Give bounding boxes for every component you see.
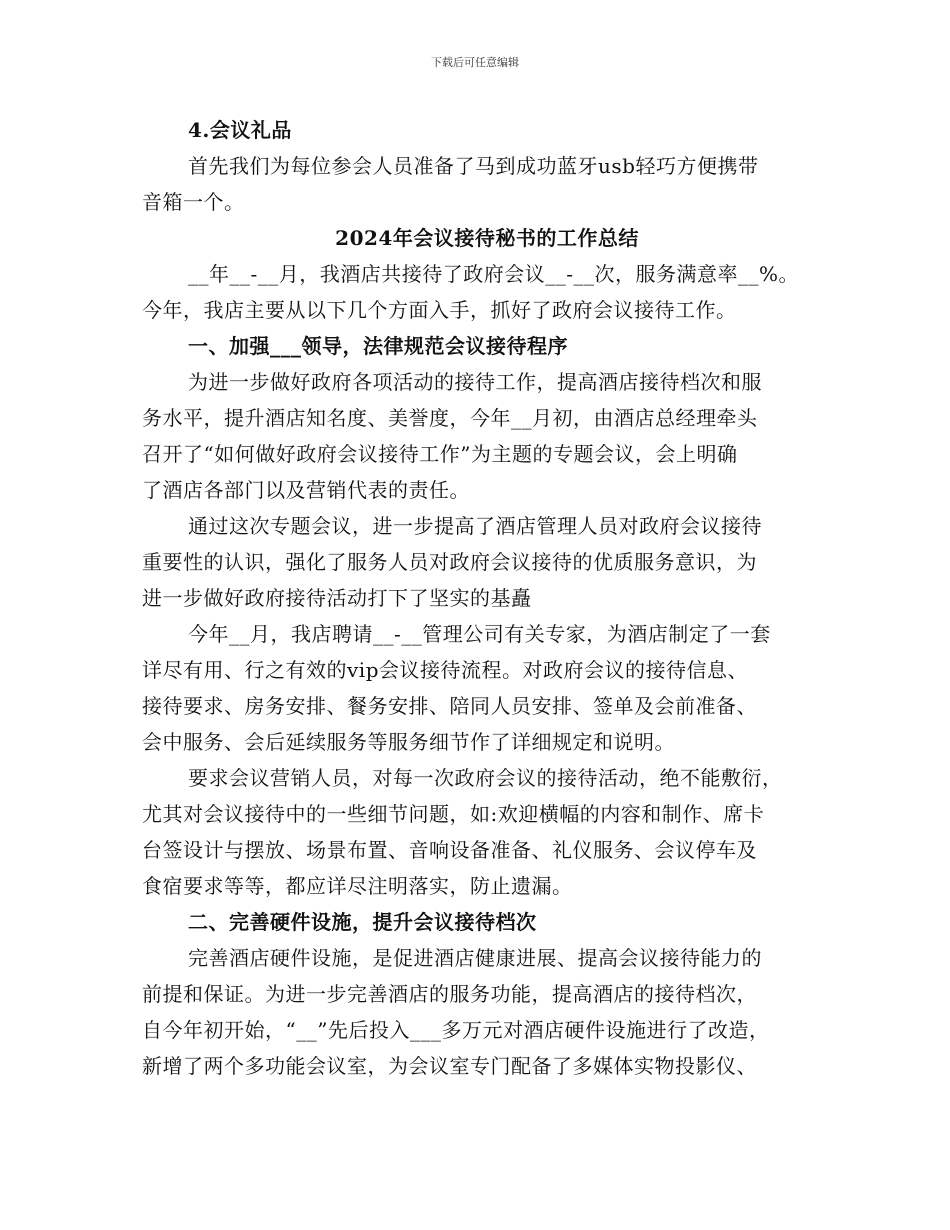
text-line: 音箱一个。 — [142, 190, 245, 214]
text-line: 召开了“如何做好政府会议接待工作”为主题的专题会议，会上明确 — [142, 442, 738, 466]
text-line: 会中服务、会后延续服务等服务细节作了详细规定和说明。 — [142, 730, 675, 754]
text-line: 台签设计与摆放、场景布置、音响设备准备、礼仪服务、会议停车及 — [142, 838, 757, 862]
text-line: 新增了两个多功能会议室，为会议室专门配备了多媒体实物投影仪、 — [142, 1054, 757, 1078]
text-line: 通过这次专题会议，进一步提高了酒店管理人员对政府会议接待 — [188, 514, 762, 538]
text-line: 了酒店各部门以及营销代表的责任。 — [142, 478, 470, 502]
text-line: 完善酒店硬件设施，是促进酒店健康进展、提高会议接待能力的 — [188, 946, 762, 970]
text-line: 今年__月，我店聘请__-__管理公司有关专家，为酒店制定了一套 — [188, 622, 771, 646]
text-line: 首先我们为每位参会人员准备了马到成功蓝牙usb轻巧方便携带 — [188, 154, 759, 178]
text-line: 要求会议营销人员，对每一次政府会议的接待活动，绝不能敷衍， — [188, 766, 783, 790]
heading-line: 一、加强___领导，法律规范会议接待程序 — [188, 334, 568, 358]
heading-line: 2024年会议接待秘书的工作总结 — [335, 226, 639, 250]
text-line: 前提和保证。为进一步完善酒店的服务功能，提高酒店的接待档次， — [142, 982, 757, 1006]
heading-line: 二、完善硬件设施，提升会议接待档次 — [188, 910, 537, 934]
page-header: 下载后可任意编辑 — [431, 56, 519, 69]
text-line: 进一步做好政府接待活动打下了坚实的基矗 — [142, 586, 532, 610]
heading-line: 4.会议礼品 — [188, 118, 292, 142]
text-line: __年__-__月，我酒店共接待了政府会议__-__次，服务满意率__%。 — [188, 262, 800, 286]
text-line: 今年，我店主要从以下几个方面入手，抓好了政府会议接待工作。 — [142, 298, 737, 322]
text-line: 尤其对会议接待中的一些细节问题，如:欢迎横幅的内容和制作、席卡 — [142, 802, 765, 826]
text-line: 为进一步做好政府各项活动的接待工作，提高酒店接待档次和服 — [188, 370, 762, 394]
text-line: 接待要求、房务安排、餐务安排、陪同人员安排、签单及会前准备、 — [142, 694, 757, 718]
text-line: 自今年初开始，“__”先后投入___多万元对酒店硬件设施进行了改造， — [142, 1018, 770, 1042]
text-line: 务水平，提升酒店知名度、美誉度，今年__月初，由酒店总经理牵头 — [142, 406, 758, 430]
text-line: 重要性的认识，强化了服务人员对政府会议接待的优质服务意识，为 — [142, 550, 757, 574]
document-body — [142, 112, 832, 1084]
text-line: 食宿要求等等，都应详尽注明落实，防止遗漏。 — [142, 874, 573, 898]
text-line: 详尽有用、行之有效的vip会议接待流程。对政府会议的接待信息、 — [142, 658, 748, 682]
